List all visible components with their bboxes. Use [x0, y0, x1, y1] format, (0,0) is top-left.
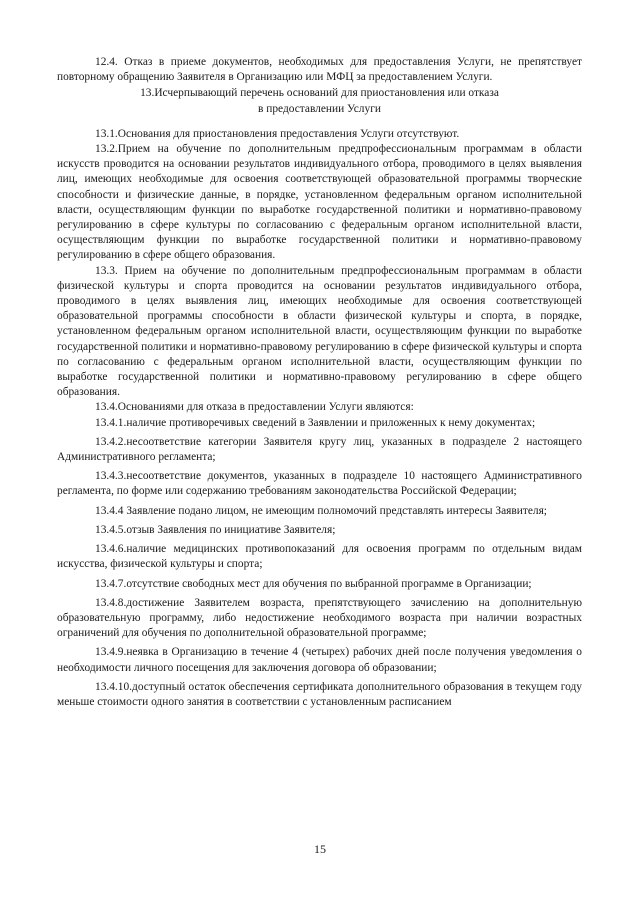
page-number: 15 — [314, 842, 326, 856]
paragraph-13-3: 13.3. Прием на обучение по дополнительным предпрофессиональным программам в области физической культуры и спорта проводится на основании результатов индивидуального отбора, проводимого в целях выявления лиц, имеющих необходимые для освоения соответствующей образовательной программы способности в области физической культуры и спорта, в порядке, установленном федеральным органом исполнительной власти, осуществляющим функции по выработке государственной политики и нормативно-правовому регулированию в сфере физической культуры и спорта по согласованию с федеральным органом исполнительной власти, осуществляющим функции по выработке государственной политики и нормативно-правовому регулированию в сфере общего образования. — [57, 264, 582, 399]
section-heading-line-2: в предоставлении Услуги — [258, 102, 381, 115]
paragraph-13-4-5: 13.4.5.отзыв Заявления по инициативе Заявителя; — [95, 523, 336, 536]
document-body — [57, 55, 582, 710]
paragraph-13-4-7: 13.4.7.отсутствие свободных мест для обучения по выбранной программе в Организации; — [95, 577, 532, 590]
paragraph-13-1: 13.1.Основания для приостановления предоставления Услуги отсутствуют. — [95, 127, 460, 140]
paragraph-13-4-10: 13.4.10.доступный остаток обеспечения сертификата дополнительного образования в текущем году меньше стоимости одного занятия в соответствии с установленным расписанием — [57, 680, 582, 708]
paragraph-13-4-6: 13.4.6.наличие медицинских противопоказаний для освоения программ по отдельным видам искусства, физической культуры и спорта; — [57, 543, 582, 571]
paragraph-13-4-4: 13.4.4 Заявление подано лицом, не имеющим полномочий представлять интересы Заявителя; — [95, 504, 547, 517]
paragraph-13-4-1: 13.4.1.наличие противоречивых сведений в Заявлении и приложенных к нему документах; — [95, 416, 536, 429]
section-heading-13 — [57, 86, 582, 116]
paragraph-13-2: 13.2.Прием на обучение по дополнительным предпрофессиональным программам в области искусств проводится на основании результатов индивидуального отбора, проводимого в целях выявления лиц, имеющих необходимые для освоения соответствующей образовательной программы творческие способности и физические данные, в порядке, установленном федеральным органом исполнительной власти, осуществляющим функции по выработке государственной политики и нормативно-правовому регулированию в сфере культуры по согласованию с федеральным органом исполнительной власти, осуществляющим функции по выработке государственной политики и нормативно-правовому регулированию в сфере общего образования. — [57, 143, 582, 262]
section-heading-line-1: 13.Исчерпывающий перечень оснований для приостановления или отказа — [140, 87, 499, 100]
paragraph-13-4-8: 13.4.8.достижение Заявителем возраста, препятствующего зачислению на дополнительную образовательную программу, либо недостижение необходимого возраста при наличии возрастных ограничений для обучения по дополнительной образовательной программе; — [57, 596, 582, 640]
paragraph-13-4-3: 13.4.3.несоответствие документов, указанных в подразделе 10 настоящего Административного регламента, по форме или содержанию требованиям законодательства Российской Федерации; — [57, 470, 582, 498]
paragraph-13-4-2: 13.4.2.несоответствие категории Заявителя кругу лиц, указанных в подразделе 2 настоящего Административного регламента; — [57, 435, 582, 464]
paragraph-13-4: 13.4.Основаниями для отказа в предоставлении Услуги являются: — [95, 401, 414, 414]
paragraph-13-4-9: 13.4.9.неявка в Организацию в течение 4 (четырех) рабочих дней после получения уведомления о необходимости личного посещения для заключения договора об образовании; — [57, 646, 582, 674]
paragraph-12-4: 12.4. Отказ в приеме документов, необходимых для предоставления Услуги, не препятствует повторному обращению Заявителя в Организацию или МФЦ за предоставлением Услуги. — [57, 56, 582, 84]
